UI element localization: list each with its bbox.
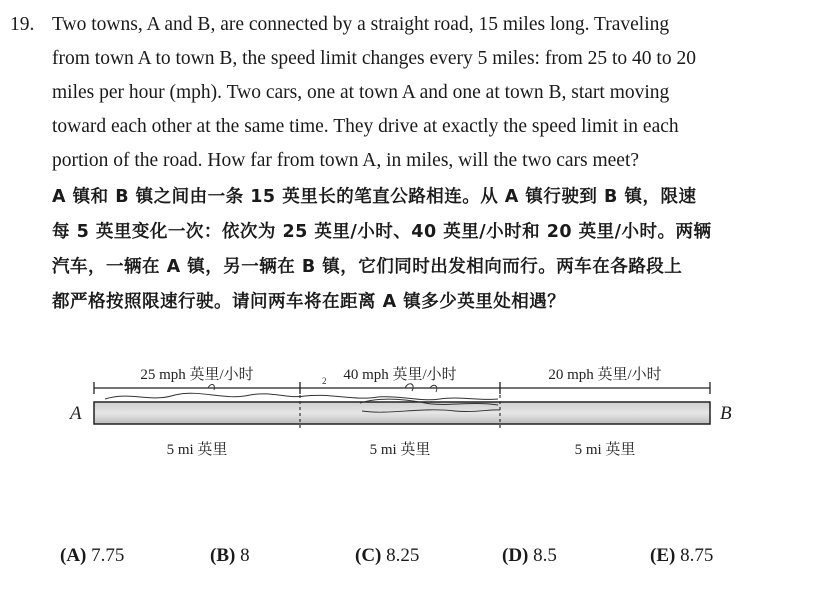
- choice-c[interactable]: (C) 8.25: [355, 545, 420, 566]
- translation-line: 汽车，一辆在 A 镇，另一辆在 B 镇，它们同时出发相向而行。两车在各路段上: [52, 257, 683, 277]
- segment-length-label: 5 mi 英里: [574, 442, 636, 458]
- handwritten-mark: 2: [322, 376, 327, 386]
- town-a-label: A: [70, 403, 82, 424]
- question-line: miles per hour (mph). Two cars, one at town A and one at town B, start moving: [52, 82, 670, 103]
- handwritten-scribble: [208, 384, 214, 390]
- translation-line: 都严格按照限速行驶。请问两车将在距离 A 镇多少英里处相遇？: [52, 292, 566, 312]
- choice-a[interactable]: (A) 7.75: [60, 545, 125, 566]
- handwritten-scribble: [105, 393, 498, 399]
- road-diagram: [60, 355, 760, 465]
- chinese-translation: [52, 180, 812, 320]
- road-diagram-svg: [60, 355, 760, 465]
- road: [94, 402, 710, 424]
- choice-d[interactable]: (D) 8.5: [502, 545, 557, 566]
- question-line: toward each other at the same time. They drive at exactly the speed limit in each: [52, 116, 679, 137]
- translation-line: 每 5 英里变化一次：依次为 25 英里/小时、40 英里/小时和 20 英里/小时。两辆: [52, 222, 712, 242]
- town-b-label: B: [720, 403, 732, 424]
- choice-e[interactable]: (E) 8.75: [650, 545, 714, 566]
- translation-line: A 镇和 B 镇之间由一条 15 英里长的笔直公路相连。从 A 镇行驶到 B 镇，限速: [52, 187, 697, 207]
- question-number: 19.: [10, 14, 35, 35]
- segment-length-label: 5 mi 英里: [369, 442, 431, 458]
- question-line: from town A to town B, the speed limit changes every 5 miles: from 25 to 40 to 20: [52, 48, 696, 69]
- segment-length-label: 5 mi 英里: [166, 442, 228, 458]
- segment-speed-label: 20 mph 英里/小时: [548, 367, 662, 383]
- question-line: portion of the road. How far from town A, in miles, will the two cars meet?: [52, 150, 640, 171]
- question-text: [10, 8, 810, 178]
- choice-b[interactable]: (B) 8: [210, 545, 250, 566]
- segment-speed-label: 25 mph 英里/小时: [140, 367, 254, 383]
- segment-speed-label: 40 mph 英里/小时: [343, 367, 457, 383]
- question-line: 19. Two towns, A and B, are connected by a straight road, 15 miles long. Traveling: [10, 8, 810, 42]
- answer-choices: [60, 545, 780, 575]
